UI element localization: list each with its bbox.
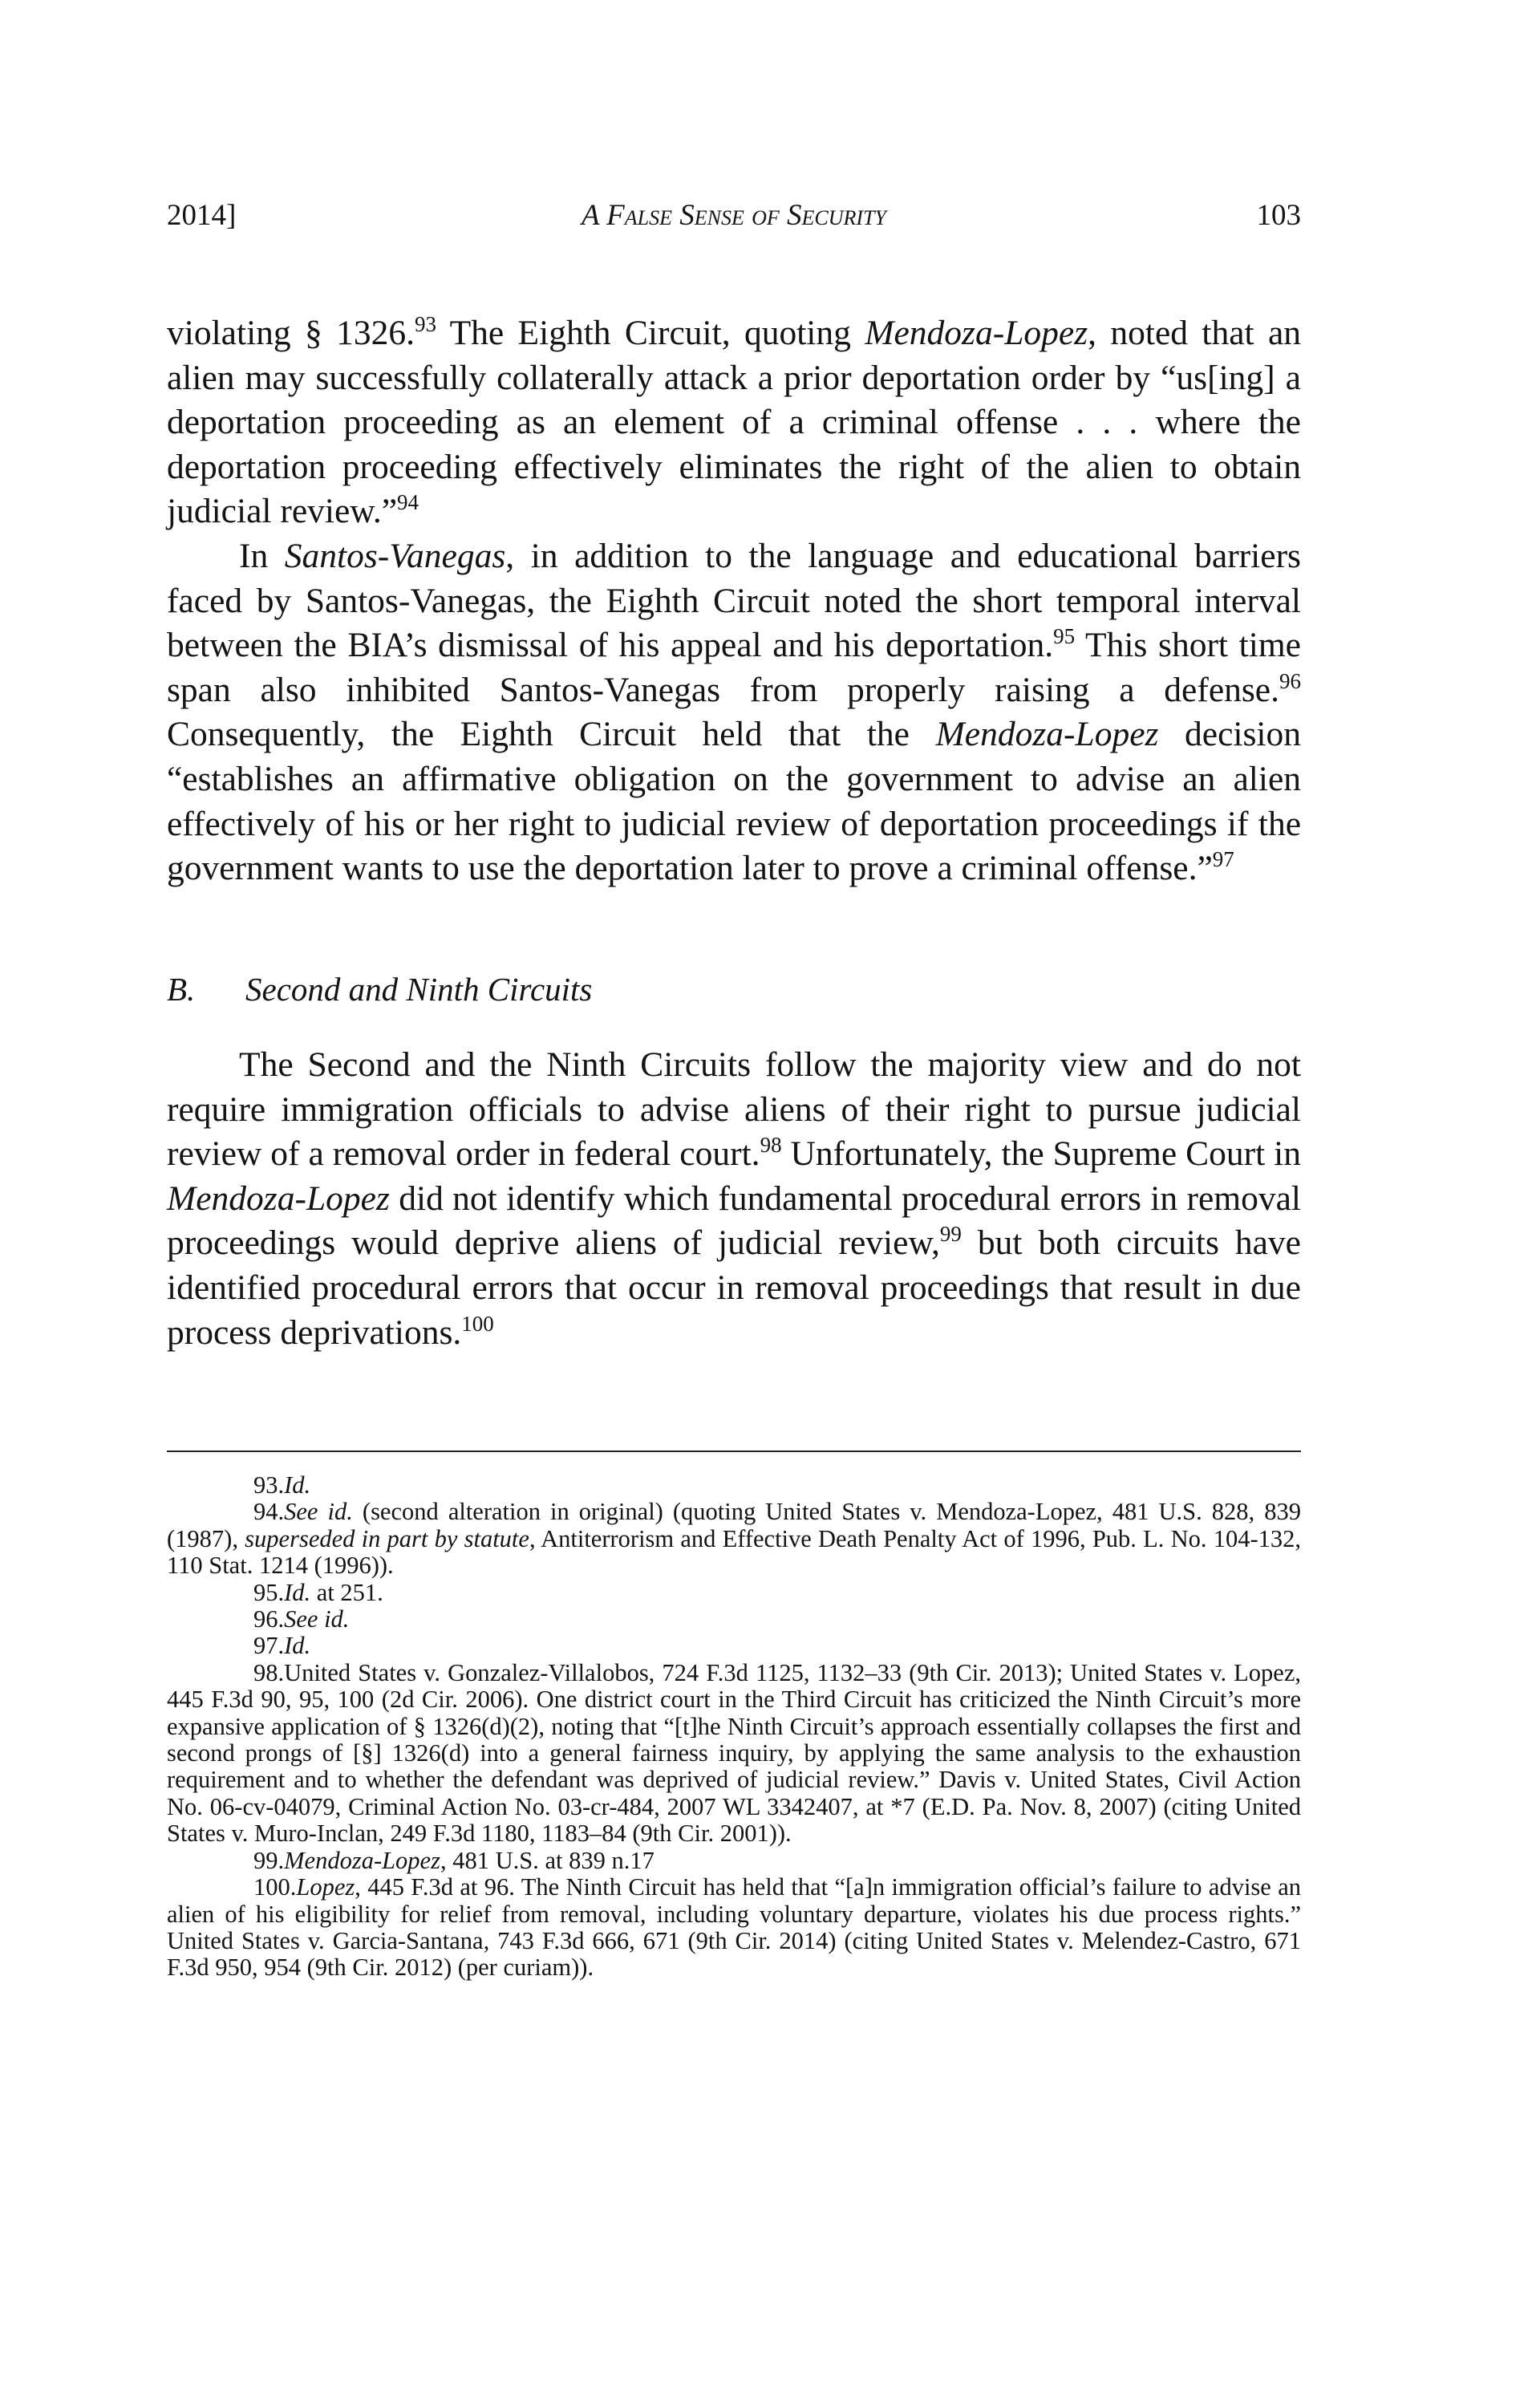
text-run: The Eighth Circuit, quoting xyxy=(436,314,865,352)
footnote-100 xyxy=(167,1874,1301,1982)
section-number: B. xyxy=(167,971,196,1008)
footnote-number: 97. xyxy=(253,1632,285,1660)
case-name: Mendoza-Lopez xyxy=(935,715,1159,754)
footnote-number: 95. xyxy=(253,1578,285,1606)
text-run: violating § 1326. xyxy=(167,314,415,352)
text-run: In xyxy=(239,536,285,575)
footnote-number: 99. xyxy=(253,1846,285,1874)
paragraph-1 xyxy=(167,311,1301,534)
case-name: Mendoza-Lopez xyxy=(865,314,1088,352)
text-run: The Second and the Ninth Circuits follow the majority view and do not require immigration officials to advise aliens of their right to pursue judicial review of a removal order in federal court. xyxy=(167,1045,1301,1174)
citation-signal: See id. xyxy=(284,1605,350,1633)
footnote-99 xyxy=(167,1848,1301,1874)
case-name: Mendoza-Lopez xyxy=(167,1179,390,1218)
text-run: This short time span also inhibited Santos-Vanegas from properly raising a defense. xyxy=(167,626,1301,709)
footnote-text: , 445 F.3d at 96. The Ninth Circuit has held that “[a]n immigration official’s failure to advise an alien of his eligibility for relief from removal, including voluntary departure, violates his due process rights.” United States v. Garcia-Santana, 743 F.3d 666, 671 (9th Cir. 2014) (citing United States v. Melendez-Castro, 671 F.3d 950, 954 (9th Cir. 2012) (per curiam)). xyxy=(167,1873,1301,1982)
footnote-number: 93. xyxy=(253,1471,285,1499)
text-run: did not identify which fundamental procedural errors in removal proceedings would deprive aliens of judicial review, xyxy=(167,1179,1301,1263)
page-number: 103 xyxy=(1256,199,1301,232)
case-name: Santos-Vanegas xyxy=(284,536,506,575)
section-heading xyxy=(167,967,1301,1012)
case-name: Mendoza-Lopez xyxy=(284,1846,440,1874)
text-run: Consequently, the Eighth Circuit held that the xyxy=(167,715,936,754)
text-run: but both circuits have identified procedural errors that occur in removal proceedings that result in due process deprivations. xyxy=(167,1223,1301,1352)
running-header xyxy=(167,196,1301,236)
footnote-text: , Antiterrorism and Effective Death Penalty Act of 1996, Pub. L. No. 104-132, 110 Stat. 1214 (1996)). xyxy=(167,1524,1301,1580)
footnote-ref-93[interactable]: 93 xyxy=(415,312,436,336)
header-title: A False Sense of Security xyxy=(582,199,886,232)
footnote-97 xyxy=(167,1633,1301,1659)
footnote-ref-98[interactable]: 98 xyxy=(760,1133,782,1158)
footnote-ref-95[interactable]: 95 xyxy=(1053,624,1076,649)
citation: Id. xyxy=(284,1471,311,1499)
footnote-ref-94[interactable]: 94 xyxy=(397,490,419,515)
footnote-95 xyxy=(167,1580,1301,1606)
footnote-93 xyxy=(167,1472,1301,1499)
footnote-98 xyxy=(167,1660,1301,1848)
citation: Id. xyxy=(284,1632,311,1660)
footnote-number: 94. xyxy=(253,1498,285,1526)
header-year: 2014] xyxy=(167,199,237,232)
text-run: Unfortunately, the Supreme Court in xyxy=(781,1134,1301,1174)
footnote-ref-96[interactable]: 96 xyxy=(1279,668,1301,693)
footnote-text: (second alteration in original) (quoting United States v. Mendoza-Lopez, 481 U.S. 828, 839 (1987), xyxy=(167,1498,1301,1552)
footnote-ref-97[interactable]: 97 xyxy=(1212,847,1234,872)
citation-signal: See id. xyxy=(284,1498,353,1526)
citation: Id. xyxy=(284,1578,311,1606)
footnote-94 xyxy=(167,1499,1301,1579)
text-run: , noted that an alien may successfully collaterally attack a prior deportation order by “us[ing] a deportation proceeding as an element of a criminal offense . . . where the deportation proceeding effectively eliminates the right of the alien to obtain judicial review.” xyxy=(167,314,1301,531)
text-run: , in addition to the language and educational barriers faced by Santos-Vanegas, the Eighth Circuit noted the short temporal interval between the BIA’s dismissal of his appeal and his deportation. xyxy=(167,536,1301,665)
footnote-number: 98. xyxy=(253,1658,285,1686)
section-title: Second and Ninth Circuits xyxy=(245,971,593,1008)
paragraph-2 xyxy=(167,534,1301,891)
footnote-96 xyxy=(167,1606,1301,1633)
footnote-text: at 251. xyxy=(310,1578,383,1606)
footnote-text: , 481 U.S. at 839 n.17 xyxy=(440,1846,654,1874)
main-text xyxy=(167,311,1301,891)
footnote-divider xyxy=(167,1450,1301,1452)
paragraph-3 xyxy=(167,1043,1301,1355)
footnote-ref-99[interactable]: 99 xyxy=(939,1222,962,1247)
footnote-number: 96. xyxy=(253,1605,285,1633)
text-run: decision “establishes an affirmative obligation on the government to advise an alien effectively of his or her right to judicial review of deportation proceedings if the government wants to use the deportation later to prove a criminal offense.” xyxy=(167,715,1301,888)
footnote-number: 100. xyxy=(253,1873,297,1901)
footnotes xyxy=(167,1472,1301,1982)
footnote-ref-100[interactable]: 100 xyxy=(461,1311,494,1336)
footnote-text: United States v. Gonzalez-Villalobos, 724 F.3d 1125, 1132–33 (9th Cir. 2013); United States v. Lopez, 445 F.3d 90, 95, 100 (2d Cir. 2006). One district court in the Third Circuit has criticized the Ninth Circuit’s more expansive application of § 1326(d)(2), noting that “[t]he Ninth Circuit’s approach essentially collapses the first and second prongs of [§] 1326(d) into a general fairness inquiry, by applying the same analysis to the exhaustion requirement and to whether the defendant was deprived of judicial review.” Davis v. United States, Civil Action No. 06-cv-04079, Criminal Action No. 03-cr-484, 2007 WL 3342407, at *7 (E.D. Pa. Nov. 8, 2007) (citing United States v. Muro-Inclan, 249 F.3d 1180, 1183–84 (9th Cir. 2001)). xyxy=(167,1658,1301,1848)
section-text xyxy=(167,1043,1301,1355)
case-name: Lopez xyxy=(296,1873,355,1901)
citation-signal: superseded in part by statute xyxy=(245,1524,529,1552)
